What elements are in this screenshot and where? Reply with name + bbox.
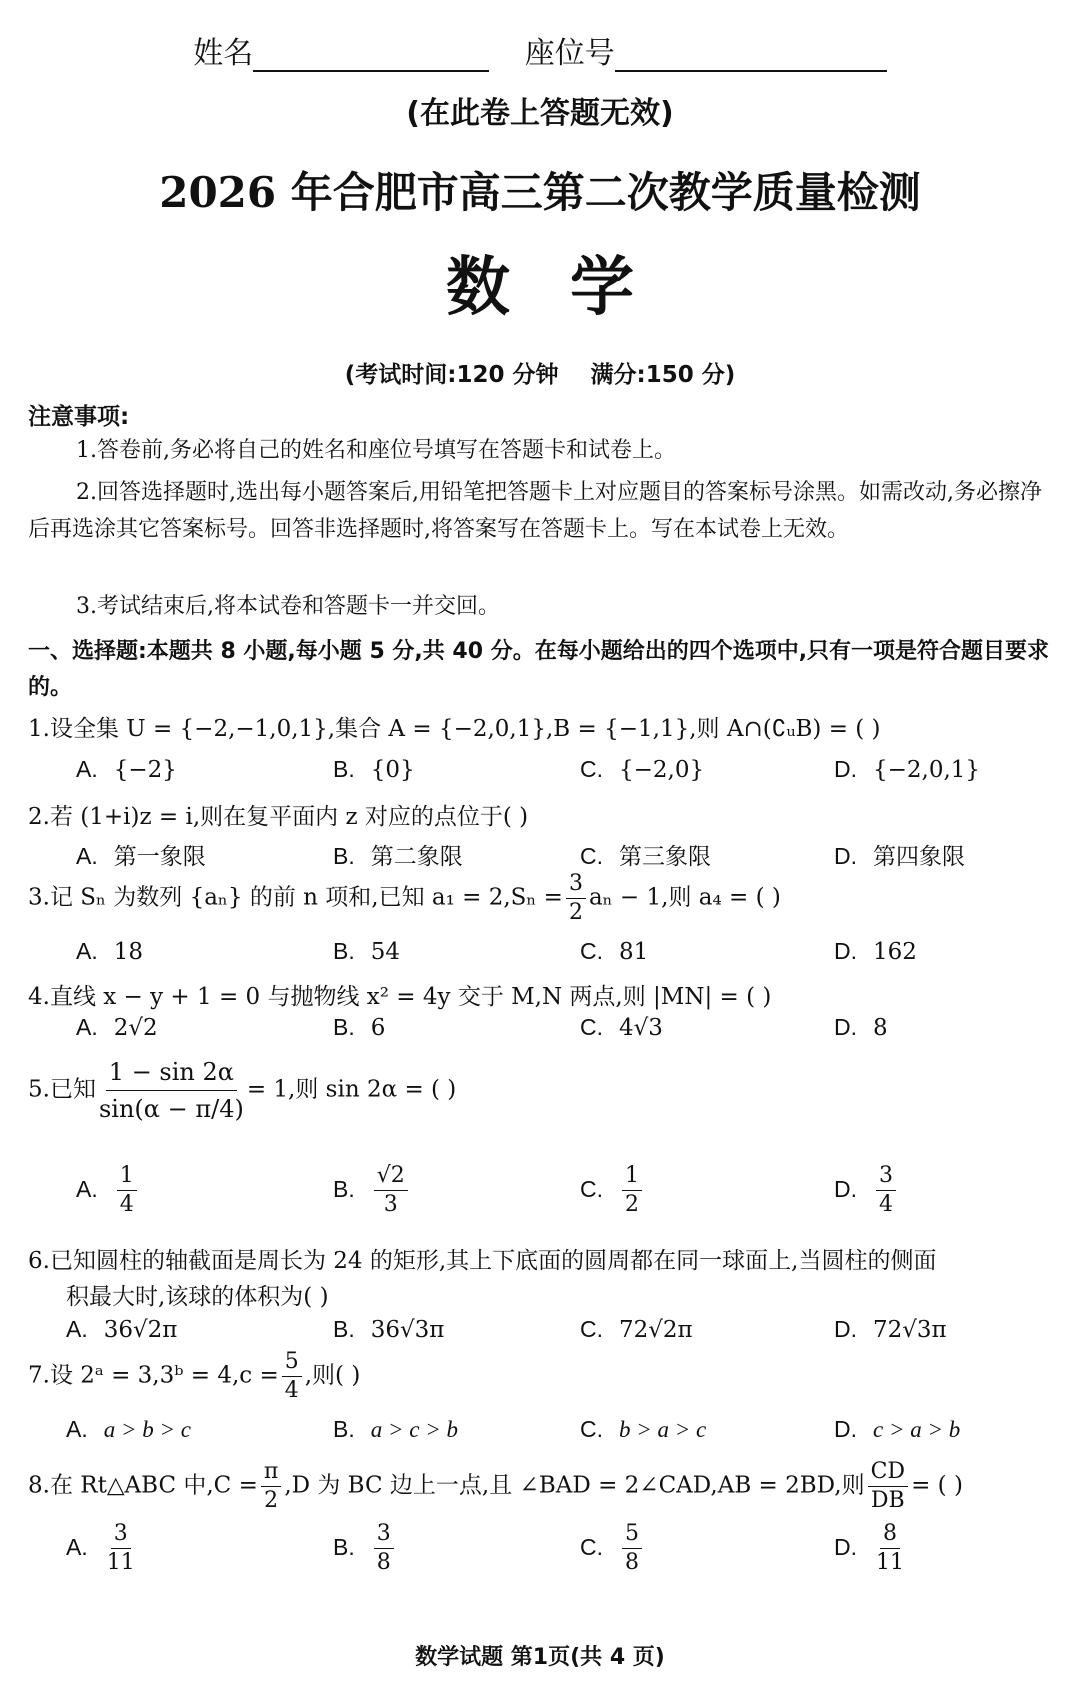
option-text: a > b > c: [103, 1417, 191, 1442]
question-5-fraction: [99, 1056, 244, 1125]
option-text: 第二象限: [370, 844, 463, 870]
option-text: 6: [370, 1015, 386, 1041]
option-text: 81: [619, 939, 649, 965]
fraction-numerator: 5: [282, 1350, 302, 1377]
question-8-fraction-2: [868, 1460, 908, 1513]
option-fraction: [374, 1522, 394, 1575]
question-8-option-b: B. $\frac{3}{8}$: [333, 1522, 397, 1575]
question-3-option-a: A. 18: [76, 938, 144, 965]
candidate-info-line: [0, 28, 1080, 72]
question-8-stem-b: ,D 为 BC 边上一点,且 ∠BAD = 2∠CAD,AB = 2BD,则: [284, 1472, 865, 1499]
question-7-stem: [28, 1350, 360, 1403]
exam-score: 满分:150 分): [590, 362, 736, 388]
question-8-fraction-1: [261, 1460, 281, 1513]
question-6-option-a: A. 36√2π: [66, 1316, 178, 1343]
name-blank: [253, 44, 489, 72]
option-text: 36√2π: [103, 1317, 178, 1343]
option-fraction: [374, 1164, 408, 1217]
question-7-stem-a: 7.设 2ᵃ = 3,3ᵇ = 4,c =: [28, 1362, 279, 1389]
question-2-option-b: B. 第二象限: [333, 843, 463, 870]
fraction-numerator: 3: [566, 872, 586, 899]
subject-title: 数学: [446, 251, 694, 325]
question-1-option-c: C. {−2,0}: [580, 756, 705, 783]
question-5-stem-a: 5.已知: [28, 1076, 96, 1103]
question-8-option-d: D. $\frac{8}{11}$: [834, 1521, 904, 1575]
fraction-denominator: 4: [119, 1192, 134, 1217]
question-1-option-d: D. {−2,0,1}: [834, 756, 981, 783]
question-5-option-a: A. $\frac{1}{4}$: [76, 1164, 140, 1217]
option-text: 第一象限: [113, 844, 206, 870]
option-text: 54: [370, 939, 401, 965]
question-5-option-c: C. $\frac{1}{2}$: [580, 1164, 645, 1217]
option-text: 18: [113, 939, 144, 965]
option-text: {−2}: [113, 757, 177, 783]
question-7-stem-b: ,则( ): [304, 1362, 361, 1389]
question-8-stem-c: = ( ): [911, 1472, 963, 1499]
question-6-option-b: B. 36√3π: [333, 1316, 445, 1343]
question-2-stem: 2.若 (1+i)z = i,则在复平面内 z 对应的点位于( ): [28, 804, 529, 830]
note-2: 2.回答选择题时,选出每小题答案后,用铅笔把答题卡上对应题目的答案标号涂黑。如需改动,务必擦净后再选涂其它答案标号。回答非选择题时,将答案写在答题卡上。写在本试卷上无效。: [28, 480, 1042, 542]
option-text: 8: [873, 1015, 888, 1041]
option-text: {−2,0,1}: [873, 757, 981, 783]
question-4-option-d: D. 8: [834, 1014, 888, 1041]
question-1-option-a: A. {−2}: [76, 756, 177, 783]
option-text: c > a > b: [873, 1417, 961, 1442]
question-8-stem: [28, 1460, 963, 1513]
option-fraction: [117, 1164, 137, 1217]
question-4-option-b: B. 6: [333, 1014, 386, 1041]
fraction-denominator: 2: [568, 900, 583, 925]
fraction-numerator: 8: [880, 1522, 900, 1549]
fraction-numerator: √2: [374, 1164, 408, 1191]
question-7-fraction: [282, 1350, 302, 1403]
option-fraction: [622, 1522, 642, 1575]
option-text: {0}: [370, 757, 415, 783]
fraction-denominator: 2: [625, 1192, 639, 1217]
question-7-option-c: C. b > a > c: [580, 1416, 707, 1442]
question-5-stem: [28, 1056, 456, 1125]
fraction-denominator: DB: [870, 1488, 905, 1513]
fraction-numerator: 3: [876, 1164, 896, 1191]
question-3-stem-a: 3.记 Sₙ 为数列 {aₙ} 的前 n 项和,已知 a₁ = 2,Sₙ =: [28, 884, 563, 911]
question-3-fraction: [566, 872, 586, 925]
fraction-denominator: 2: [264, 1488, 279, 1513]
question-3-stem: [28, 872, 781, 925]
fraction-numerator: 3: [374, 1522, 394, 1549]
question-2-option-d: D. 第四象限: [834, 843, 965, 870]
question-5-stem-b: = 1,则 sin 2α = ( ): [246, 1076, 457, 1103]
question-3-option-c: C. 81: [580, 938, 649, 965]
fraction-denominator: 8: [376, 1550, 391, 1575]
question-4-option-a: A. 2√2: [76, 1014, 158, 1041]
option-text: a > c > b: [370, 1417, 458, 1442]
fraction-denominator: 11: [876, 1550, 904, 1575]
option-fraction: [876, 1522, 904, 1575]
section-title: 一、选择题:本题共 8 小题,每小题 5 分,共 40 分。在每小题给出的四个选项中,只有一项是符合题目要求的。: [28, 639, 1050, 700]
fraction-denominator: 8: [625, 1550, 639, 1575]
question-4-option-c: C. 4√3: [580, 1014, 663, 1041]
question-7-option-a: A. a > b > c: [66, 1416, 191, 1442]
option-fraction: [107, 1522, 135, 1575]
fraction-denominator: sin(α − π/4): [98, 1095, 244, 1123]
question-7-option-b: B. a > c > b: [333, 1416, 458, 1442]
option-text: 第三象限: [619, 844, 711, 870]
question-6-stem-line-1: 6.已知圆柱的轴截面是周长为 24 的矩形,其上下底面的圆周都在同一球面上,当圆柱的侧面: [28, 1248, 937, 1274]
option-text: 162: [873, 939, 917, 965]
fraction-numerator: 3: [111, 1522, 131, 1549]
notes-title: 注意事项:: [28, 404, 130, 430]
question-6-option-d: D. 72√3π: [834, 1316, 947, 1343]
question-1-stem: 1.设全集 U = {−2,−1,0,1},集合 A = {−2,0,1},B = {−1,1},则 A∩(∁ᵤB) = ( ): [28, 716, 881, 742]
fraction-numerator: 1: [117, 1164, 137, 1191]
fraction-numerator: 1: [622, 1164, 642, 1191]
option-text: 2√2: [113, 1015, 158, 1041]
question-5-option-b: B. $\frac{√2}{3}$: [333, 1164, 411, 1217]
fraction-denominator: 3: [383, 1192, 398, 1217]
exam-info: [0, 356, 1080, 389]
exam-title: 2026 年合肥市高三第二次教学质量检测: [159, 168, 921, 217]
option-fraction: [622, 1164, 642, 1217]
question-4-stem: 4.直线 x − y + 1 = 0 与抛物线 x² = 4y 交于 M,N 两点,则 |MN| = ( ): [28, 984, 772, 1010]
note-3: 3.考试结束后,将本试卷和答题卡一并交回。: [76, 594, 500, 619]
invalid-notice: (在此卷上答题无效): [406, 96, 674, 131]
seat-label: 座位号: [524, 36, 615, 71]
page-footer: 数学试题 第1页(共 4 页): [415, 1645, 665, 1670]
fraction-numerator: CD: [868, 1460, 908, 1487]
question-1-option-b: B. {0}: [333, 756, 415, 783]
option-text: 第四象限: [873, 844, 965, 870]
option-text: 4√3: [619, 1015, 663, 1041]
option-text: {−2,0}: [619, 757, 705, 783]
question-8-option-a: A. $\frac{3}{11}$: [66, 1521, 135, 1575]
note-1: 1.答卷前,务必将自己的姓名和座位号填写在答题卡和试卷上。: [76, 438, 676, 463]
fraction-denominator: 4: [879, 1192, 893, 1217]
option-text: 72√2π: [619, 1317, 693, 1343]
question-3-option-d: D. 162: [834, 938, 917, 965]
question-6-option-c: C. 72√2π: [580, 1316, 693, 1343]
seat-blank: [615, 44, 887, 72]
question-3-stem-b: aₙ − 1,则 a₄ = ( ): [588, 884, 781, 911]
exam-time: (考试时间:120 分钟: [344, 362, 559, 388]
option-text: 36√3π: [370, 1317, 445, 1343]
question-7-option-d: D. c > a > b: [834, 1416, 961, 1442]
fraction-numerator: 1 − sin 2α: [106, 1056, 237, 1091]
question-2-option-c: C. 第三象限: [580, 843, 711, 870]
option-fraction: [876, 1164, 896, 1217]
question-3-option-b: B. 54: [333, 938, 401, 965]
question-2-option-a: A. 第一象限: [76, 843, 206, 870]
fraction-numerator: 5: [622, 1522, 642, 1549]
fraction-numerator: π: [261, 1460, 281, 1487]
option-text: b > a > c: [619, 1417, 707, 1442]
question-8-option-c: C. $\frac{5}{8}$: [580, 1522, 645, 1575]
option-text: 72√3π: [873, 1317, 947, 1343]
question-6-stem-line-2: 积最大时,该球的体积为( ): [66, 1284, 329, 1310]
question-8-stem-a: 8.在 Rt△ABC 中,C =: [28, 1472, 258, 1499]
fraction-denominator: 11: [106, 1550, 135, 1575]
name-label: 姓名: [193, 36, 254, 71]
question-5-option-d: D. $\frac{3}{4}$: [834, 1164, 899, 1217]
fraction-denominator: 4: [284, 1378, 299, 1403]
